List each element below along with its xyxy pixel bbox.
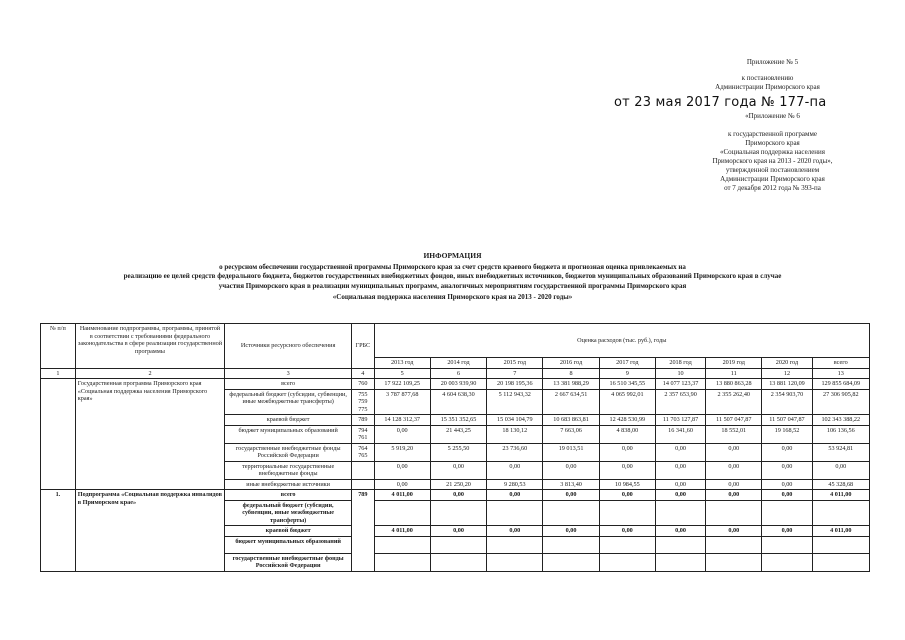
document-title: ИНФОРМАЦИЯ — [423, 251, 482, 260]
program-name: Государственная программа Приморского края «Социальная поддержка населения Приморского края» — [75, 379, 224, 490]
value-cell: 0,00 — [599, 490, 655, 501]
value-cell: 13 880 863,28 — [706, 379, 762, 390]
annex-line: утвержденной постановлением — [725, 166, 820, 174]
value-cell — [812, 553, 869, 571]
value-cell — [543, 500, 599, 526]
value-cell: 0,00 — [430, 490, 486, 501]
value-cell: 2 355 262,40 — [706, 389, 762, 415]
value-cell: 5 919,20 — [374, 443, 430, 461]
heading-line: участия Приморского края в реализации муниципальных программ, аналогичных мероприятиям государственной программы Приморского края — [218, 281, 687, 290]
value-cell: 0,00 — [655, 443, 705, 461]
column-number: 2 — [75, 368, 224, 379]
column-number-row — [41, 368, 870, 379]
header-year: 2016 год — [543, 358, 599, 369]
source-cell: всего — [225, 490, 352, 501]
value-cell — [543, 536, 599, 553]
annex-line — [690, 121, 855, 130]
value-cell — [812, 500, 869, 526]
value-cell: 0,00 — [374, 461, 430, 479]
value-cell — [706, 500, 762, 526]
source-cell: бюджет муниципальных образований — [225, 425, 352, 443]
value-cell: 53 924,81 — [812, 443, 869, 461]
value-cell: 14 128 312,37 — [374, 415, 430, 426]
annex-program-reference — [690, 112, 855, 193]
value-cell: 4 011,00 — [812, 526, 869, 537]
value-cell — [487, 500, 543, 526]
grbs-cell: 755 759 775 — [352, 389, 375, 415]
value-cell: 4 011,00 — [374, 526, 430, 537]
value-cell — [430, 536, 486, 553]
table-row — [41, 490, 870, 501]
value-cell: 15 034 104,79 — [487, 415, 543, 426]
column-number: 8 — [543, 368, 599, 379]
column-number: 12 — [762, 368, 812, 379]
value-cell: 0,00 — [762, 490, 812, 501]
value-cell: 20 003 939,90 — [430, 379, 486, 390]
source-cell: бюджет муниципальных образований — [225, 536, 352, 553]
value-cell: 2 667 634,51 — [543, 389, 599, 415]
annex-line: Администрации Приморского края — [715, 83, 820, 91]
column-number: 5 — [374, 368, 430, 379]
column-number: 9 — [599, 368, 655, 379]
value-cell: 0,00 — [655, 490, 705, 501]
value-cell: 3 813,40 — [543, 479, 599, 490]
heading-line: «Социальная поддержка населения Приморского края на 2013 - 2020 годы» — [332, 293, 573, 301]
header-source: Источники ресурсного обеспечения — [225, 324, 352, 369]
value-cell: 21 250,20 — [430, 479, 486, 490]
value-cell: 45 328,68 — [812, 479, 869, 490]
value-cell: 4 604 638,30 — [430, 389, 486, 415]
value-cell: 10 984,55 — [599, 479, 655, 490]
value-cell: 0,00 — [374, 425, 430, 443]
value-cell: 9 280,53 — [487, 479, 543, 490]
value-cell — [374, 536, 430, 553]
resource-table — [40, 323, 870, 572]
value-cell: 129 855 684,09 — [812, 379, 869, 390]
value-cell — [812, 536, 869, 553]
value-cell: 0,00 — [706, 490, 762, 501]
source-cell: краевой бюджет — [225, 415, 352, 426]
value-cell: 20 198 195,36 — [487, 379, 543, 390]
value-cell — [762, 536, 812, 553]
value-cell: 13 881 120,09 — [762, 379, 812, 390]
value-cell — [762, 500, 812, 526]
value-cell: 0,00 — [543, 461, 599, 479]
grbs-cell: 789 — [352, 415, 375, 426]
source-cell: государственные внебюджетные фонды Российской Федерации — [225, 553, 352, 571]
header-year: 2013 год — [374, 358, 430, 369]
value-cell: 16 341,60 — [655, 425, 705, 443]
value-cell — [599, 553, 655, 571]
source-cell: всего — [225, 379, 352, 390]
annex-number — [720, 58, 825, 67]
value-cell — [706, 536, 762, 553]
value-cell: 11 507 047,87 — [762, 415, 812, 426]
column-number: 10 — [655, 368, 705, 379]
header-year: 2014 год — [430, 358, 486, 369]
value-cell: 0,00 — [655, 479, 705, 490]
value-cell: 0,00 — [599, 526, 655, 537]
value-cell: 11 507 047,87 — [706, 415, 762, 426]
value-cell: 0,00 — [655, 526, 705, 537]
grbs-cell: 764 765 — [352, 443, 375, 461]
value-cell: 7 663,06 — [543, 425, 599, 443]
value-cell: 0,00 — [706, 526, 762, 537]
value-cell — [430, 500, 486, 526]
value-cell: 17 922 109,25 — [374, 379, 430, 390]
value-cell: 27 306 905,82 — [812, 389, 869, 415]
value-cell: 10 683 863,81 — [543, 415, 599, 426]
header-num: № п/п — [41, 324, 76, 369]
value-cell: 106 136,56 — [812, 425, 869, 443]
grbs-cell — [352, 461, 375, 479]
value-cell: 4 011,00 — [812, 490, 869, 501]
header-year: 2017 год — [599, 358, 655, 369]
value-cell: 102 343 388,22 — [812, 415, 869, 426]
date-stamp: от 23 мая 2017 года № 177-па — [614, 95, 827, 110]
annex-line: «Социальная поддержка населения — [719, 148, 826, 156]
annex-line: к постановлению — [741, 74, 794, 82]
value-cell — [762, 553, 812, 571]
subprogram-number: 1. — [41, 490, 76, 572]
value-cell: 0,00 — [762, 526, 812, 537]
value-cell: 0,00 — [599, 443, 655, 461]
annex-decree — [700, 74, 835, 92]
table-row — [41, 379, 870, 390]
value-cell: 18 130,12 — [487, 425, 543, 443]
value-cell: 2 357 653,90 — [655, 389, 705, 415]
column-number: 4 — [352, 368, 375, 379]
column-number: 13 — [812, 368, 869, 379]
column-number: 11 — [706, 368, 762, 379]
source-cell: федеральный бюджет (субсидии, субвенции, иные межбюджетные трансферты) — [225, 500, 352, 526]
header-grbs: ГРБС — [352, 324, 375, 369]
value-cell: 0,00 — [706, 443, 762, 461]
source-cell: иные внебюджетные источники — [225, 479, 352, 490]
column-number: 1 — [41, 368, 76, 379]
value-cell: 11 703 127,87 — [655, 415, 705, 426]
value-cell: 13 381 988,29 — [543, 379, 599, 390]
value-cell — [374, 500, 430, 526]
value-cell — [655, 553, 705, 571]
source-cell: краевой бюджет — [225, 526, 352, 537]
annex-line: от 7 декабря 2012 года № 393-па — [724, 184, 821, 192]
value-cell: 0,00 — [543, 526, 599, 537]
header-year: 2020 год — [762, 358, 812, 369]
value-cell: 5 112 943,32 — [487, 389, 543, 415]
grbs-cell: 789 — [352, 490, 375, 572]
source-cell: федеральный бюджет (субсидии, субвенции, иные межбюджетные трансферты) — [225, 389, 352, 415]
value-cell: 0,00 — [655, 461, 705, 479]
source-cell: территориальные государственные внебюджетные фонды — [225, 461, 352, 479]
source-cell: государственные внебюджетные фонды Российской Федерации — [225, 443, 352, 461]
grbs-cell: 760 — [352, 379, 375, 390]
value-cell: 18 552,01 — [706, 425, 762, 443]
value-cell: 0,00 — [487, 490, 543, 501]
value-cell: 0,00 — [599, 461, 655, 479]
grbs-cell — [352, 479, 375, 490]
value-cell — [374, 553, 430, 571]
value-cell: 0,00 — [430, 526, 486, 537]
value-cell: 23 736,60 — [487, 443, 543, 461]
value-cell: 0,00 — [706, 461, 762, 479]
value-cell: 0,00 — [487, 461, 543, 479]
header-year: 2018 год — [655, 358, 705, 369]
header-year: 2015 год — [487, 358, 543, 369]
heading-line: реализацию ее целей средств федерального бюджета, бюджетов государственных внебюджетных фондов, иных внебюджетных источников, бюджетов муниципальных образований Приморского края в случае — [123, 272, 782, 280]
value-cell: 19 013,51 — [543, 443, 599, 461]
value-cell: 5 255,50 — [430, 443, 486, 461]
value-cell: 16 510 345,55 — [599, 379, 655, 390]
value-cell: 15 351 352,65 — [430, 415, 486, 426]
value-cell: 0,00 — [706, 479, 762, 490]
value-cell: 0,00 — [812, 461, 869, 479]
value-cell — [599, 536, 655, 553]
value-cell: 19 168,52 — [762, 425, 812, 443]
header-year: 2019 год — [706, 358, 762, 369]
value-cell: 12 428 530,99 — [599, 415, 655, 426]
heading-line: о ресурсном обеспечении государственной программы Приморского края за счет средств краевого бюджета и прогнозная оценка привлекаемых на — [219, 262, 686, 271]
header-estimate: Оценка расходов (тыс. руб.), годы — [374, 324, 869, 358]
annex-line: Администрации Приморского края — [720, 175, 825, 183]
annex-line: «Приложение № 6 — [745, 112, 800, 120]
value-cell — [430, 553, 486, 571]
value-cell: 21 443,25 — [430, 425, 486, 443]
value-cell: 14 077 123,37 — [655, 379, 705, 390]
value-cell: 0,00 — [762, 479, 812, 490]
value-cell: 0,00 — [430, 461, 486, 479]
annex-line: Приморского края — [745, 139, 800, 147]
value-cell: 4 011,00 — [374, 490, 430, 501]
annex-line: Приморского края на 2013 - 2020 годы», — [712, 157, 833, 165]
value-cell: 2 354 903,70 — [762, 389, 812, 415]
column-number: 3 — [225, 368, 352, 379]
column-number: 7 — [487, 368, 543, 379]
value-cell — [655, 536, 705, 553]
value-cell: 0,00 — [487, 526, 543, 537]
value-cell: 3 787 877,68 — [374, 389, 430, 415]
header-total: всего — [812, 358, 869, 369]
value-cell: 0,00 — [762, 443, 812, 461]
document-heading — [0, 251, 905, 303]
column-number: 6 — [430, 368, 486, 379]
value-cell: 0,00 — [762, 461, 812, 479]
subprogram-name: Подпрограмма «Социальная поддержка инвалидов в Приморском крае» — [75, 490, 224, 572]
value-cell: 4 065 992,01 — [599, 389, 655, 415]
value-cell — [487, 536, 543, 553]
value-cell — [487, 553, 543, 571]
value-cell: 0,00 — [374, 479, 430, 490]
value-cell: 4 838,00 — [599, 425, 655, 443]
value-cell — [655, 500, 705, 526]
row-number-cell — [41, 379, 76, 490]
value-cell: 0,00 — [543, 490, 599, 501]
header-name: Наименование подпрограммы, программы, принятой в соответствии с требованиями федерального законодательства в сфере реализации государственной программы — [75, 324, 224, 369]
annex-line: Приложение № 5 — [746, 58, 799, 66]
grbs-cell: 794 761 — [352, 425, 375, 443]
value-cell — [543, 553, 599, 571]
value-cell — [599, 500, 655, 526]
annex-line: к государственной программе — [728, 130, 817, 138]
value-cell — [706, 553, 762, 571]
